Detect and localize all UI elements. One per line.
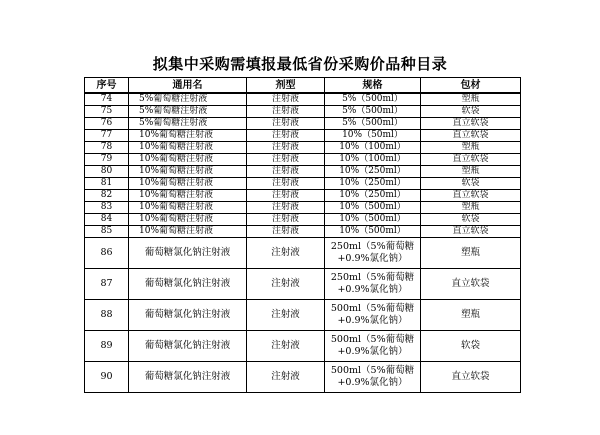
cell-pack: 塑瓶 <box>421 93 521 106</box>
cell-name: 5%葡萄糖注射液 <box>129 93 247 106</box>
header-packaging: 包材 <box>421 78 521 94</box>
cell-form: 注射液 <box>247 154 325 166</box>
table-header-row <box>85 78 521 94</box>
cell-spec <box>325 331 421 362</box>
cell-serial: 87 <box>85 269 129 300</box>
cell-pack: 塑瓶 <box>421 166 521 178</box>
cell-name: 葡萄糖氯化钠注射液 <box>129 300 247 331</box>
cell-name: 10%葡萄糖注射液 <box>129 130 247 142</box>
header-serial: 序号 <box>85 78 129 94</box>
cell-serial: 74 <box>85 93 129 106</box>
cell-name: 10%葡萄糖注射液 <box>129 142 247 154</box>
cell-spec <box>325 238 421 269</box>
cell-form: 注射液 <box>247 178 325 190</box>
table-row <box>85 130 521 142</box>
table-row <box>85 202 521 214</box>
cell-spec <box>325 362 421 393</box>
cell-form: 注射液 <box>247 166 325 178</box>
cell-spec: 10%（250ml） <box>325 178 421 190</box>
cell-serial: 76 <box>85 118 129 130</box>
cell-name: 5%葡萄糖注射液 <box>129 106 247 118</box>
cell-serial: 77 <box>85 130 129 142</box>
cell-spec-line1: 500ml（5%葡萄糖 <box>330 334 415 345</box>
cell-form: 注射液 <box>247 130 325 142</box>
cell-pack: 软袋 <box>421 178 521 190</box>
cell-serial: 79 <box>85 154 129 166</box>
cell-spec-line1: 250ml（5%葡萄糖 <box>330 272 415 283</box>
cell-spec-line1: 250ml（5%葡萄糖 <box>330 241 415 252</box>
cell-name: 葡萄糖氯化钠注射液 <box>129 331 247 362</box>
cell-name: 10%葡萄糖注射液 <box>129 166 247 178</box>
table-row <box>85 269 521 300</box>
header-generic-name: 通用名 <box>129 78 247 94</box>
cell-spec-line2: +0.9%氯化钠） <box>337 346 408 357</box>
cell-name: 10%葡萄糖注射液 <box>129 214 247 226</box>
table-row <box>85 226 521 238</box>
cell-spec <box>325 269 421 300</box>
cell-pack: 直立软袋 <box>421 154 521 166</box>
cell-serial: 84 <box>85 214 129 226</box>
cell-serial: 86 <box>85 238 129 269</box>
table-row <box>85 331 521 362</box>
cell-serial: 75 <box>85 106 129 118</box>
cell-spec: 5%（500ml） <box>325 106 421 118</box>
table-row <box>85 300 521 331</box>
cell-pack: 直立软袋 <box>421 118 521 130</box>
table-row <box>85 118 521 130</box>
cell-spec-line2: +0.9%氯化钠） <box>337 315 408 326</box>
cell-spec: 10%（100ml） <box>325 154 421 166</box>
cell-form: 注射液 <box>247 202 325 214</box>
cell-spec: 10%（50ml） <box>325 130 421 142</box>
cell-pack: 软袋 <box>421 214 521 226</box>
table-row <box>85 142 521 154</box>
cell-name: 5%葡萄糖注射液 <box>129 118 247 130</box>
cell-pack: 直立软袋 <box>421 269 521 300</box>
cell-pack: 塑瓶 <box>421 238 521 269</box>
header-dosage-form: 剂型 <box>247 78 325 94</box>
cell-name: 10%葡萄糖注射液 <box>129 178 247 190</box>
cell-pack: 直立软袋 <box>421 130 521 142</box>
cell-form: 注射液 <box>247 190 325 202</box>
cell-serial: 88 <box>85 300 129 331</box>
cell-name: 10%葡萄糖注射液 <box>129 226 247 238</box>
cell-form: 注射液 <box>247 93 325 106</box>
cell-spec-line1: 500ml（5%葡萄糖 <box>330 303 415 314</box>
cell-form: 注射液 <box>247 269 325 300</box>
cell-name: 葡萄糖氯化钠注射液 <box>129 269 247 300</box>
cell-name: 10%葡萄糖注射液 <box>129 190 247 202</box>
cell-pack: 直立软袋 <box>421 190 521 202</box>
cell-spec: 5%（500ml） <box>325 93 421 106</box>
cell-serial: 85 <box>85 226 129 238</box>
table-row <box>85 362 521 393</box>
cell-form: 注射液 <box>247 362 325 393</box>
cell-name: 10%葡萄糖注射液 <box>129 202 247 214</box>
cell-spec: 10%（100ml） <box>325 142 421 154</box>
cell-serial: 80 <box>85 166 129 178</box>
table-row <box>85 238 521 269</box>
cell-form: 注射液 <box>247 300 325 331</box>
cell-spec: 10%（250ml） <box>325 190 421 202</box>
cell-pack: 软袋 <box>421 331 521 362</box>
table-row <box>85 154 521 166</box>
table-row <box>85 166 521 178</box>
table-row <box>85 178 521 190</box>
cell-serial: 83 <box>85 202 129 214</box>
cell-pack: 塑瓶 <box>421 300 521 331</box>
cell-serial: 89 <box>85 331 129 362</box>
cell-form: 注射液 <box>247 142 325 154</box>
cell-form: 注射液 <box>247 214 325 226</box>
cell-spec-line1: 500ml（5%葡萄糖 <box>330 365 415 376</box>
table-row <box>85 93 521 106</box>
cell-serial: 82 <box>85 190 129 202</box>
cell-spec <box>325 300 421 331</box>
cell-form: 注射液 <box>247 226 325 238</box>
cell-form: 注射液 <box>247 106 325 118</box>
cell-form: 注射液 <box>247 118 325 130</box>
cell-pack: 直立软袋 <box>421 226 521 238</box>
table-row <box>85 190 521 202</box>
cell-pack: 软袋 <box>421 106 521 118</box>
page-title: 拟集中采购需填报最低省份采购价品种目录 <box>152 55 448 73</box>
cell-name: 葡萄糖氯化钠注射液 <box>129 362 247 393</box>
cell-spec-line2: +0.9%氯化钠） <box>337 377 408 388</box>
cell-name: 葡萄糖氯化钠注射液 <box>129 238 247 269</box>
cell-serial: 81 <box>85 178 129 190</box>
cell-spec-line2: +0.9%氯化钠） <box>337 253 408 264</box>
cell-name: 10%葡萄糖注射液 <box>129 154 247 166</box>
table-row <box>85 214 521 226</box>
cell-serial: 90 <box>85 362 129 393</box>
cell-form: 注射液 <box>247 331 325 362</box>
cell-serial: 78 <box>85 142 129 154</box>
cell-pack: 塑瓶 <box>421 202 521 214</box>
cell-spec-line2: +0.9%氯化钠） <box>337 284 408 295</box>
cell-spec: 10%（500ml） <box>325 202 421 214</box>
drug-catalog-table <box>84 77 521 393</box>
cell-spec: 10%（500ml） <box>325 226 421 238</box>
header-specification: 规格 <box>325 78 421 94</box>
cell-spec: 10%（500ml） <box>325 214 421 226</box>
cell-pack: 塑瓶 <box>421 142 521 154</box>
table-row <box>85 106 521 118</box>
cell-spec: 10%（250ml） <box>325 166 421 178</box>
cell-form: 注射液 <box>247 238 325 269</box>
cell-spec: 5%（500ml） <box>325 118 421 130</box>
cell-pack: 直立软袋 <box>421 362 521 393</box>
